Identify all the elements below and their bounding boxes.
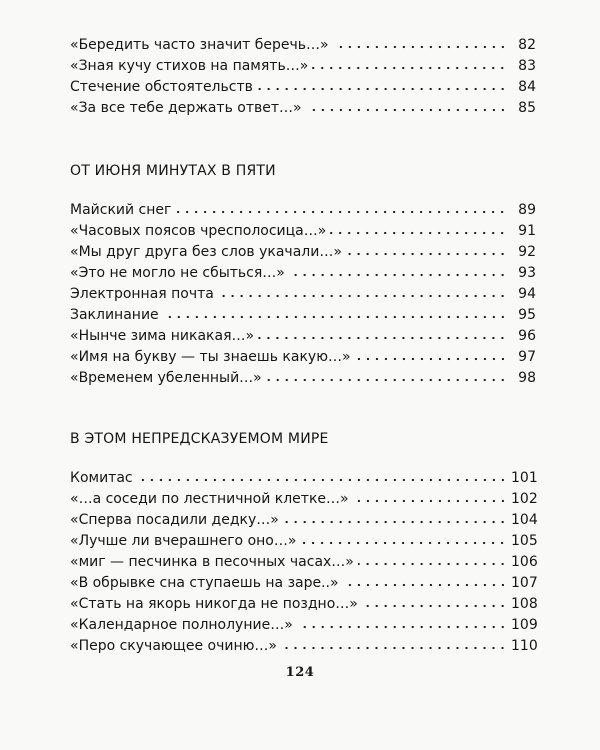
toc-entry: [70, 220, 536, 241]
toc-section-2: [70, 162, 536, 388]
toc-entry-title: «миг — песчинка в песочных часах…»: [70, 554, 354, 570]
toc-entry-title: «Нынче зима никакая…»: [70, 328, 255, 344]
toc-leader-dots: [353, 498, 507, 504]
toc-entry: [70, 367, 536, 388]
toc-entry-page: 108: [511, 596, 538, 612]
toc-entry: [70, 55, 536, 76]
toc-entry-title: «Часовых поясов чресполосица…»: [70, 223, 327, 239]
toc-entry-title: «Это не могло не сбыться…»: [70, 265, 285, 281]
toc-leader-dots: [218, 293, 507, 299]
toc-entry: [70, 304, 536, 325]
toc-entry-page: 109: [511, 617, 538, 633]
toc-leader-dots: [257, 86, 507, 92]
toc-entry-page: 93: [518, 265, 536, 281]
toc-entry-title: «В обрывке сна ступаешь на заре..»: [70, 575, 339, 591]
toc-leader-dots: [281, 645, 507, 651]
toc-entry: [70, 283, 536, 304]
toc-leader-dots: [330, 230, 507, 236]
toc-entry-page: 107: [511, 575, 538, 591]
toc-entry-title: «Зная кучу стихов на память…»: [70, 58, 309, 74]
toc-entry: [70, 325, 536, 346]
toc-entry-page: 110: [511, 638, 538, 654]
toc-entry: [70, 488, 536, 509]
section-heading: ОТ ИЮНЯ МИНУТАХ В ПЯТИ: [70, 163, 276, 179]
toc-entry-page: 98: [518, 370, 536, 386]
toc-entry-title: «Сперва посадили дедку…»: [70, 512, 279, 528]
toc-entry: [70, 572, 536, 593]
toc-entry-page: 94: [518, 286, 536, 302]
toc-entry-page: 83: [518, 58, 536, 74]
toc-leader-dots: [283, 519, 507, 525]
toc-section-3: [70, 430, 536, 656]
toc-leader-dots: [362, 603, 507, 609]
toc-entry: [70, 34, 536, 55]
toc-entry-page: 85: [518, 100, 536, 116]
toc-section-1: [70, 34, 536, 118]
toc-leader-dots: [300, 540, 507, 546]
toc-entry-title: «Временем убеленный…»: [70, 370, 262, 386]
toc-entry: [70, 262, 536, 283]
toc-leader-dots: [306, 107, 507, 113]
toc-entry-page: 89: [518, 202, 536, 218]
toc-entry-title: «Имя на букву — ты знаешь какую…»: [70, 349, 351, 365]
toc-entry-title: «…а соседи по лестничной клетке…»: [70, 491, 349, 507]
toc-entry: [70, 551, 536, 572]
toc-entry-title: «Стать на якорь никогда не поздно…»: [70, 596, 358, 612]
toc-entry-title: Комитас: [70, 470, 133, 486]
toc-entry-title: Заклинание: [70, 307, 159, 323]
toc-leader-dots: [333, 44, 507, 50]
toc-entry-title: «Бередить часто значит беречь…»: [70, 37, 329, 53]
toc-leader-dots: [312, 65, 507, 71]
toc-entry-page: 91: [518, 223, 536, 239]
toc-leader-dots: [266, 377, 507, 383]
toc-entry-title: «За все тебе держать ответ…»: [70, 100, 302, 116]
toc-entry-page: 106: [511, 554, 538, 570]
toc-entry: [70, 199, 536, 220]
toc-entry-page: 82: [518, 37, 536, 53]
toc-list: [70, 467, 536, 656]
toc-leader-dots: [355, 356, 507, 362]
toc-entry-page: 84: [518, 79, 536, 95]
toc-entry: [70, 467, 536, 488]
toc-entry-page: 97: [518, 349, 536, 365]
toc-entry-title: Электронная почта: [70, 286, 214, 302]
section-heading: В ЭТОМ НЕПРЕДСКАЗУЕМОМ МИРЕ: [70, 431, 329, 447]
page-number: 124: [285, 665, 315, 680]
toc-leader-dots: [297, 624, 507, 630]
toc-entry-title: Майский снег: [70, 202, 172, 218]
toc-entry-page: 92: [518, 244, 536, 260]
toc-entry-page: 105: [511, 533, 538, 549]
toc-entry: [70, 509, 536, 530]
toc-entry: [70, 346, 536, 367]
toc-leader-dots: [175, 209, 507, 215]
toc-entry-title: «Перо скучающее очиню…»: [70, 638, 277, 654]
toc-leader-dots: [137, 477, 507, 483]
toc-entry-title: Стечение обстоятельств: [70, 79, 253, 95]
toc-entry-title: «Лучше ли вчерашнего оно…»: [70, 533, 297, 549]
toc-list: [70, 199, 536, 388]
toc-entry: [70, 593, 536, 614]
toc-entry-page: 95: [518, 307, 536, 323]
toc-entry: [70, 614, 536, 635]
toc-leader-dots: [289, 272, 507, 278]
toc-leader-dots: [343, 582, 507, 588]
toc-entry-page: 104: [511, 512, 538, 528]
toc-entry-title: «Мы друг друга без слов укачали…»: [70, 244, 342, 260]
toc-leader-dots: [163, 314, 507, 320]
toc-list: [70, 34, 536, 118]
toc-entry: [70, 97, 536, 118]
toc-leader-dots: [346, 251, 507, 257]
toc-entry-title: «Календарное полнолуние…»: [70, 617, 293, 633]
toc-entry-page: 102: [511, 491, 538, 507]
toc-entry-page: 101: [511, 470, 538, 486]
toc-entry: [70, 530, 536, 551]
toc-entry-page: 96: [518, 328, 536, 344]
toc-leader-dots: [258, 335, 507, 341]
toc-leader-dots: [358, 561, 507, 567]
toc-entry: [70, 635, 536, 656]
toc-entry: [70, 241, 536, 262]
toc-entry: [70, 76, 536, 97]
